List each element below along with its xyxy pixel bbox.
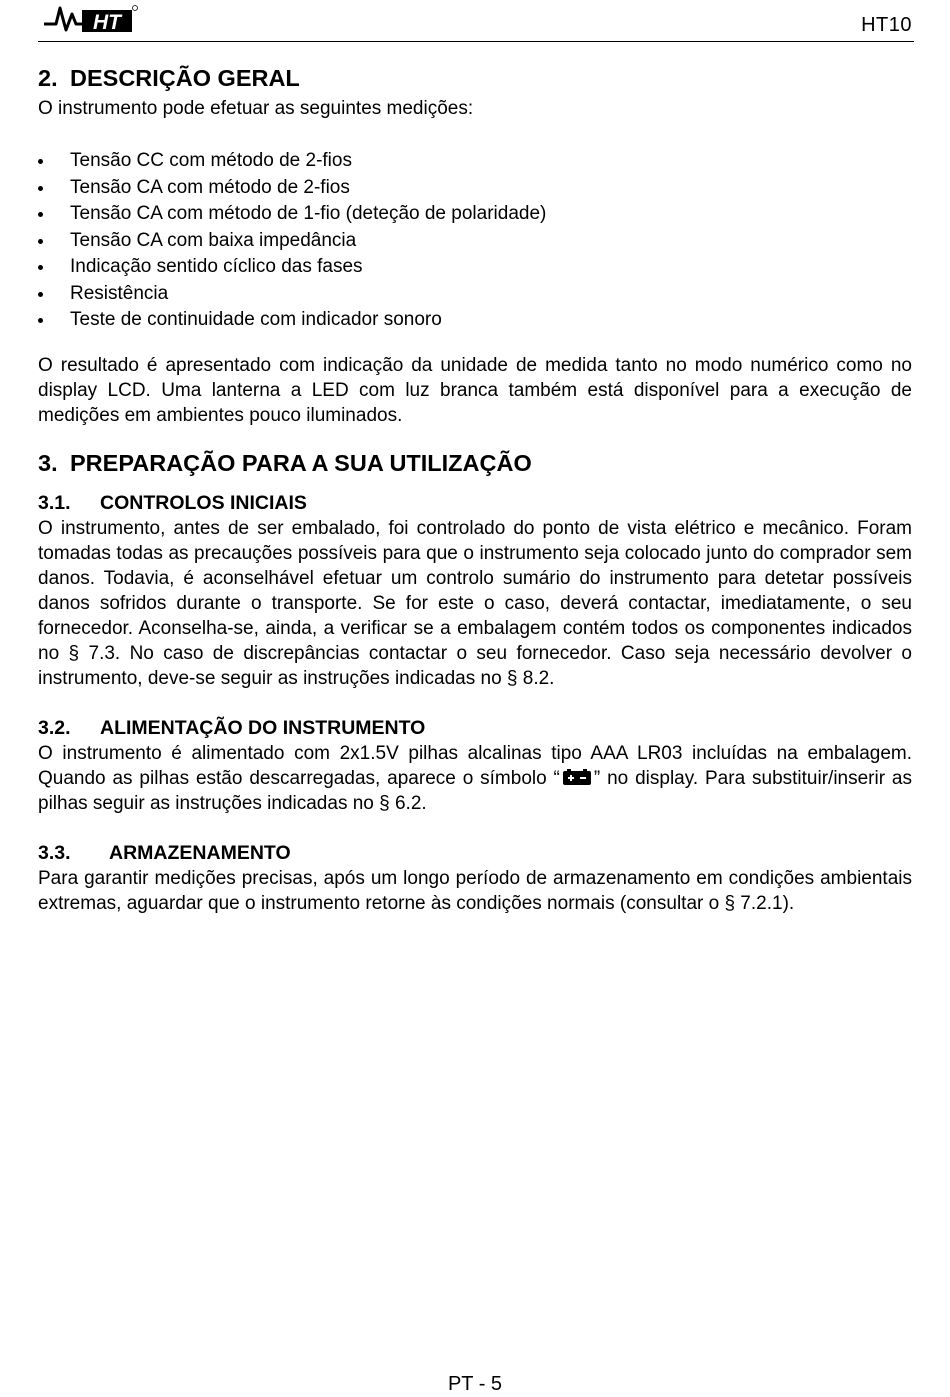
model-name: HT10 <box>861 14 912 36</box>
measurement-list <box>38 148 912 334</box>
page-number: PT - 5 <box>447 1373 503 1395</box>
subsection-3-1-title: CONTROLOS INICIAIS <box>100 491 307 514</box>
section-2-title: DESCRIÇÃO GERAL <box>70 65 300 91</box>
subsection-3-1-number: 3.1. <box>38 491 71 514</box>
bullet-icon <box>38 212 43 217</box>
ht-logo-icon <box>42 2 138 34</box>
subsection-3-3-number: 3.3. <box>38 841 71 864</box>
section-2-heading <box>38 62 912 94</box>
section-2-number: 2. <box>38 65 58 91</box>
list-item: Teste de continuidade com indicador sonoro <box>38 307 912 334</box>
subsection-3-3-title: ARMAZENAMENTO <box>109 841 291 864</box>
section-3-title: PREPARAÇÃO PARA A SUA UTILIZAÇÃO <box>70 449 532 476</box>
section-3-number: 3. <box>38 449 58 476</box>
battery-low-icon <box>562 769 592 786</box>
page-content <box>38 62 912 916</box>
list-item: Resistência <box>38 281 912 308</box>
bullet-icon <box>38 318 43 323</box>
bullet-icon <box>38 292 43 297</box>
list-item: Tensão CA com método de 1-fio (deteção de polaridade) <box>38 201 912 228</box>
list-item: Tensão CA com baixa impedância <box>38 228 912 255</box>
bullet-icon <box>38 265 43 270</box>
subsection-3-2-title: ALIMENTAÇÃO DO INSTRUMENTO <box>100 716 426 739</box>
list-item: Indicação sentido cíclico das fases <box>38 254 912 281</box>
bullet-icon <box>38 186 43 191</box>
bullet-icon <box>38 239 43 244</box>
list-item: Tensão CC com método de 2-fios <box>38 148 912 175</box>
bullet-icon <box>38 159 43 164</box>
result-paragraph: O resultado é apresentado com indicação da unidade de medida tanto no modo numérico como no display LCD. Uma lanterna a LED com luz branca também está disponível para a execução de medições em ambientes pouco iluminados. <box>38 354 912 426</box>
list-item: Tensão CA com método de 2-fios <box>38 175 912 202</box>
section-2-intro: O instrumento pode efetuar as seguintes medições: <box>38 98 474 119</box>
subsection-3-3-heading <box>38 841 912 866</box>
page-header <box>38 0 914 42</box>
section-3-heading <box>38 447 912 479</box>
subsection-3-2-heading <box>38 716 912 741</box>
subsection-3-1-heading <box>38 491 912 516</box>
logo-text: HT <box>93 11 121 34</box>
subsection-3-2-number: 3.2. <box>38 716 71 739</box>
subsection-3-3-body: Para garantir medições precisas, após um longo período de armazenamento em condições ambientais extremas, aguardar que o instrumento retorne às condições normais (consultar o § 7.2.1). <box>38 867 912 914</box>
subsection-3-1-body: O instrumento, antes de ser embalado, foi controlado do ponto de vista elétrico e mecânico. Foram tomadas todas as precauções possíveis para que o instrumento seja colocado junto do comprador sem danos. Todavia, é aconselhável efetuar um controlo sumário do instrumento para detetar possíveis danos sofridos durante o transporte. Se for este o caso, deverá contactar, imediatamente, o seu fornecedor. Aconselha-se, ainda, a verificar se a embalagem contém todos os componentes indicados no § 7.3. No caso de discrepâncias contactar o seu fornecedor. Caso seja necessário devolver o instrumento, deve-se seguir as instruções indicadas no § 8.2. <box>38 517 912 689</box>
subsection-3-2-body: O instrumento é alimentado com 2x1.5V pilhas alcalinas tipo AAA LR03 incluídas na embalagem. Quando as pilhas estão descarregadas, aparece o símbolo “ ” no display. Para substituir/inserir as pilhas seguir as instruções indicadas no § 6.2. <box>38 742 912 814</box>
